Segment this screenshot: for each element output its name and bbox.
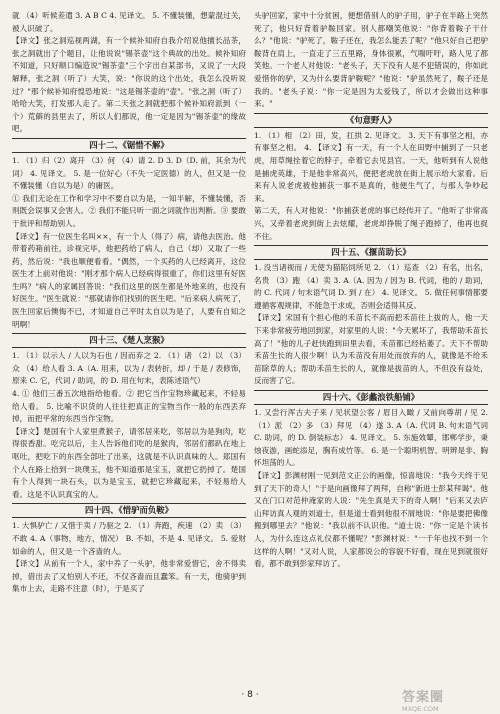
answer-paragraph: 【译文】楚国有个人家里煮猴子，请邻居来吃，邻居以为是狗肉，吃得很香甜。吃完以后，主人告诉他们吃的是猴肉，邻居们都趴在地上呕吐，把吃下的东西全部吐了出来，这就是不认识真味的人。郑国有个人在路上拾到一块璞玉，他不知道那是宝玉，就把它扔掉了。楚国有个人得到一块石头，以为是宝玉，就把它珍藏起来，不轻易给人看。这是不认识真宝的人。: [12, 426, 246, 499]
section-heading: 《句意野人》: [254, 113, 488, 128]
answer-paragraph: 4. ① 他们三番五次地指给他看。② 把它当作宝物珍藏起来，不轻易给人看。 5. 比喻不识货的人往往把真正的宝物当作一般的东西丢弃掉，而把平常的东西当作宝物。: [12, 389, 246, 424]
right-column: [254, 10, 488, 685]
answer-paragraph: 1. 没当诸视而 / 无使为猫陷饲所见 2. （1）巡查 （2）有名，出名，名贵 （3）跑 （4）卖 3. A（A. 因为 / 因为 B. 代词，他的 / 助词，的 C. 代词 / 句末语气词 D. 到 / 在） 4. 见译文。 5. 做任何事情都要遵循客观规律，不能急于求成，否则会适得其反。: [254, 263, 488, 310]
answer-paragraph: 【译文】从前有一个人，家中养了一头驴，他非常爱惜它，舍不得卖掉，借出去了又怕别人不还，不仅吝啬而且蠢笨。有一天，他骑驴到集市上去，走路不注意（时），于是买了: [12, 559, 246, 594]
section-heading: 四十六、《彭蠡浪铁船铺》: [254, 390, 488, 405]
answer-paragraph: 头驴回家，家中十分贫困，便想借别人的驴子用，驴子在半路上突然死了，他只好背着驴鞍回家。别人都嘲笑他说："你背着鞍子干什么？"他说："驴死了，鞍子还在，我怎么能丢了呢？"他只好自己把驴鞍背在肩上，一直走了三五里路，身体很累，气喘吁吁，路人见了都笑他。一个老人对他说："老头子，天下没有人是不犯错误的，你如此爱惜你的驴，又为什么要背驴鞍呢？"他说："驴虽然死了，鞍子还是我的。"老头子说："你一定是因为太爱钱了，所以才会做出这种事来。": [254, 11, 488, 109]
page-number: · 8 ·: [241, 690, 259, 700]
answer-paragraph: 1. （1）以示人 / 人以为石也 / 因而弃之 2. （1）诸 （2）以 （3）众 （4）给人看 3. A（A. 用来，以为 / 表转折，却 / 于是 / 表修饰，原来 C. 它，代词 / 助词，的 D. 用在句末，表陈述语气）: [12, 351, 246, 386]
answer-paragraph: 第二天，有人对他说："你捕获老虎的事已经传开了。"他听了非常高兴，又牵着老虎到街上去炫耀，老虎却挣脱了绳子跑掉了，他再也捉不住。: [254, 206, 488, 241]
watermark-text: 答案圈: [402, 690, 445, 705]
answer-paragraph: 【译文】有一位医生名叫××，有一个人（得了）病，请他去医治。他带着药箱前往，诊视完毕，他把药给了病人，自己（却）又取了一些药，然后说："我也顺便看看。"偶然，一个买药的人已经离开，这位医生才上前对他说："刚才那个病人已经病得很重了，你们这里有好医生吗？"病人的家属回答说："我们这里的医生都是外地来的，也没有好医生。"医生就说："那就请你们找别的医生吧。"后来病人病死了，医生回家后懊悔不已，才知道自己平时太自以为是了，人要有自知之明啊！: [12, 231, 246, 329]
section-heading: 四十四、《惜驴而负鞍》: [12, 503, 246, 518]
answer-paragraph: 1. 又尝行浑古夫子来 / 见状望公客 / 眉目入瞰 / 又前向尊胡 / 见 2. （1）派 （2）多 （3）拜见 （4）遂 3. A（A. 代词 B. 句末语气词 C. 助词，的 D. 倒装标志） 4. 见译文。 5. 东施效颦，邯郸学步，秉烛夜游，画蛇添足，胸有成竹等。 6. 是一个聪明机智、明辨是非、胸怀坦荡的人。: [254, 408, 488, 468]
answer-paragraph: 【译文】彭渊材刚一见到范文正公的画像，惊喜地说："我今天终于见到了天下的奇人！"于是向画像拜了两拜，自称"新进士彭某拜谒"。他又在门口对范仲淹家的人说："先生真是天下的奇人啊！"后来又去庐山拜访真人观的刘道士，但是道士看到他很不屑地说："你是要把佛像搬到哪里去？"他说："我以前不认识他。"道士说："你一定是个读书人，为什么连这点礼仪都不懂呢？"彭渊材说："一千年也找不到一个这样的人啊！"又对人说，人家都说公的容貌不好看，现在见到就很好看，都不敢到彭家拜访了。: [254, 471, 488, 569]
section-heading: 四十五、《揠苗助长》: [254, 245, 488, 260]
left-column: [12, 10, 246, 685]
answer-paragraph: ① 我们无论在工作和学习中不要自以为是，一知半解，不懂装懂，否则既会误事又会害人。② 我们不能只听一面之词就作出判断。③ 要敢于批评和帮助别人。: [12, 193, 246, 228]
watermark-sub: MXQE.COM: [402, 705, 439, 713]
answer-paragraph: 1. （1）相 （2）田，发，扛拱 2. 见译文。 3. 天下有事坚之相，亦有事坚之相。 4. 【译文】有一天，有一个人在田野中捕到了一只老虎，用草绳拴着它的脖子，牵着它去见县官。一天，他听到有人说他是捕虎英雄，于是他非常高兴，便把老虎放在街上展示给大家看。后来有人说老虎被他捕获一事不是真的，他便生气了，与那人争吵起来。: [254, 130, 488, 203]
watermark-logo: [402, 686, 494, 712]
answer-paragraph: 1. 大惧驴亡 / 又惜于卖 / 乃驱之 2. （1）奔跑，疾速 （2）卖 （3）不敢 4. A（事物，地方，情况） B. 不如，不是 4. 见译文。 5. 爱财如命的人，但又是一个吝啬的人。: [12, 521, 246, 556]
answer-paragraph: 【译文】宋国有个担心他的禾苗长不高而把禾苗往上拔的人，他一天下来非常疲劳地回到家，对家里的人说："今天累坏了，我帮助禾苗长高了！"他的儿子赶快跑到田里去看，禾苗都已经枯萎了。天下不帮助禾苗生长的人很少啊！认为禾苗没有用处而放弃的人，就像是不给禾苗除草的人；帮助禾苗生长的人，就像是拔苗的人，不但没有益处，反而害了它。: [254, 313, 488, 386]
answer-paragraph: 【译文】张之洞巡视两湖，有一个候补知府自我介绍说他擅长品茶，张之洞就出了个题目，让他说说"锡茶壶"这个典故的出处。候补知府不知道，只好顺口编造说"锡茶壶"三个字出自某部书，又说了一大段解释，张之洞（听了）大笑，说："你说的这个出处，我怎么没听说过？"那个候补知府惶恐地说："这是锡茶壶的"壶"。"张之洞（听了）哈哈大笑，打发那人走了。第二天张之洞就把那个候补知府派到（一个）荒僻的县里去了，所以人们都说，他一定是因为"锡茶壶"的缘故吧。: [12, 36, 246, 134]
answer-page: [12, 10, 488, 685]
answer-paragraph: 就 （4）听候差遣 3. A B C 4. 见译文。 5. 不懂装懂，想蒙混过关，被人识破了。: [12, 11, 246, 33]
section-heading: 四十三、《楚人烹猴》: [12, 333, 246, 348]
section-heading: 四十二、《锯惜不解》: [12, 138, 246, 153]
answer-paragraph: 1. （1）归（2）离开 （3）何 （4）请 2. D 3. D（D. 前，其余为代词） 4. 见译文。 5. 是一位好心（不失一定医德）的人，但又是一位不懂装懂（自以为是）的庸医。: [12, 155, 246, 191]
